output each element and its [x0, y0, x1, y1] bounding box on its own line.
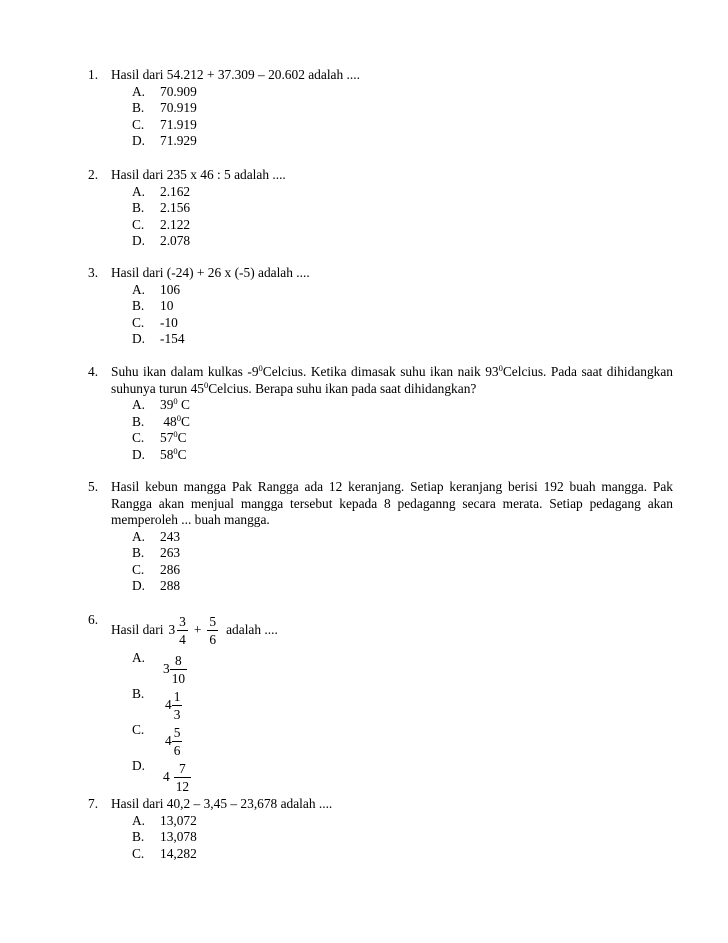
text-part: Suhu ikan dalam kulkas -9 — [111, 364, 259, 379]
fraction — [172, 688, 183, 723]
option-value: 263 — [160, 545, 181, 560]
question-text: Hasil dari 40,2 – 3,45 – 23,678 adalah .... — [111, 796, 333, 811]
option-c[interactable] — [132, 846, 673, 863]
degree-mark: 0 — [498, 363, 503, 373]
question-1 — [88, 67, 673, 150]
option-d[interactable] — [132, 233, 673, 250]
text-prefix: Hasil dari — [111, 621, 164, 637]
option-value: 2.122 — [160, 216, 191, 232]
option-a[interactable] — [132, 282, 673, 299]
option-value — [160, 430, 187, 447]
value-unit: C — [181, 413, 190, 429]
option-b[interactable] — [132, 200, 673, 217]
fraction-whole: 4 — [163, 769, 170, 785]
fraction-denominator: 6 — [209, 631, 217, 647]
option-d[interactable] — [132, 133, 673, 150]
option-letter: A. — [132, 183, 146, 199]
fraction-whole: 3 — [163, 661, 170, 677]
degree-mark: 0 — [203, 379, 209, 390]
fraction — [172, 724, 183, 759]
option-letter: D. — [132, 133, 146, 148]
degree-mark: 0 — [173, 445, 178, 456]
fraction-whole: 4 — [165, 733, 172, 749]
option-value: 2.156 — [160, 200, 191, 215]
degree-mark: 0 — [258, 363, 263, 373]
question-7 — [88, 796, 673, 862]
option-d[interactable] — [132, 578, 673, 595]
option-letter: D. — [132, 331, 146, 346]
fraction — [177, 613, 188, 648]
question-4 — [88, 364, 673, 463]
mixed-fraction — [165, 688, 182, 723]
option-value — [160, 447, 187, 464]
option-letter: A. — [132, 281, 146, 297]
option-b[interactable] — [132, 829, 673, 846]
option-c[interactable] — [132, 217, 673, 234]
option-letter: A. — [132, 83, 146, 99]
question-5 — [88, 479, 673, 595]
option-b[interactable] — [132, 100, 673, 117]
option-value: 106 — [160, 281, 181, 297]
option-list — [132, 84, 673, 150]
mixed-fraction — [168, 613, 187, 648]
question-text: Hasil dari (-24) + 26 x (-5) adalah .... — [111, 265, 310, 280]
option-b[interactable] — [132, 414, 673, 431]
value-base: 58 — [160, 446, 174, 462]
option-list — [132, 282, 673, 348]
option-value: 13,078 — [160, 829, 197, 844]
option-letter: C. — [132, 430, 145, 445]
option-c[interactable] — [132, 562, 673, 579]
fraction — [207, 613, 218, 648]
option-d[interactable] — [132, 447, 673, 464]
plus-sign: + — [193, 621, 202, 637]
option-letter: A. — [132, 397, 146, 412]
text-part: Celcius. Berapa suhu ikan pada saat dihidangkan? — [208, 380, 477, 396]
value-base: 57 — [160, 430, 174, 445]
question-text: Hasil dari 235 x 46 : 5 adalah .... — [111, 167, 286, 182]
option-a[interactable] — [132, 650, 673, 686]
option-value: 13,072 — [160, 812, 197, 828]
option-a[interactable] — [132, 84, 673, 101]
option-letter: C. — [132, 722, 145, 737]
option-value: -10 — [160, 314, 178, 330]
fraction — [170, 652, 187, 687]
option-letter: C. — [132, 116, 145, 132]
option-letter: A. — [132, 812, 146, 828]
option-b[interactable] — [132, 686, 673, 722]
fraction-denominator: 3 — [173, 707, 181, 722]
option-value: 288 — [160, 578, 181, 593]
option-c[interactable] — [132, 315, 673, 332]
option-b[interactable] — [132, 545, 673, 562]
option-letter: C. — [132, 314, 145, 330]
option-a[interactable] — [132, 184, 673, 201]
question-text: Hasil kebun mangga Pak Rangga ada 12 keranjang. Setiap keranjang berisi 192 buah mangga. Pak Rangga akan menjual mangga tersebut kepada 8 pedaganng secara merata. Setiap pedagang akan memperoleh ... buah mangga. — [111, 479, 673, 527]
option-letter: B. — [132, 200, 145, 215]
option-letter: C. — [132, 216, 145, 232]
fraction-whole: 4 — [165, 697, 172, 713]
option-value: 71.929 — [160, 133, 197, 148]
fraction-numerator: 5 — [173, 725, 181, 740]
option-list — [132, 650, 673, 794]
option-letter: B. — [132, 100, 145, 115]
option-c[interactable] — [132, 117, 673, 134]
fraction-denominator: 12 — [175, 779, 190, 794]
option-c[interactable] — [132, 430, 673, 447]
question-6 — [88, 612, 673, 794]
mixed-fraction — [163, 760, 191, 795]
fraction-whole: 3 — [168, 621, 176, 637]
option-value: 2.078 — [160, 233, 191, 248]
option-value: 10 — [160, 298, 174, 313]
option-letter: D. — [132, 758, 146, 773]
fraction-numerator: 5 — [209, 613, 217, 629]
option-letter: B. — [132, 686, 145, 701]
option-letter: D. — [132, 233, 146, 248]
fraction-numerator: 8 — [175, 653, 182, 668]
question-text: Hasil dari 54.212 + 37.309 – 20.602 adalah .... — [111, 67, 360, 82]
fraction-denominator: 6 — [173, 743, 181, 758]
question-number: 7. — [88, 796, 99, 811]
option-c[interactable] — [132, 722, 673, 758]
option-letter: D. — [132, 578, 146, 593]
option-value — [160, 414, 190, 431]
option-letter: D. — [132, 446, 146, 462]
fraction-denominator: 10 — [171, 671, 186, 686]
fraction-numerator: 1 — [173, 689, 181, 704]
question-text — [111, 364, 673, 397]
text-suffix: adalah .... — [226, 621, 278, 637]
value-unit: C — [177, 430, 187, 445]
option-value — [160, 397, 190, 414]
option-a[interactable] — [132, 529, 673, 546]
degree-mark: 0 — [173, 429, 178, 439]
value-base: 48 — [160, 413, 177, 429]
option-letter: B. — [132, 298, 145, 313]
option-list — [132, 184, 673, 250]
option-value: -154 — [160, 331, 185, 346]
question-number: 4. — [88, 364, 99, 379]
question-text — [111, 612, 673, 648]
option-a[interactable] — [132, 813, 673, 830]
value-unit: C — [177, 446, 187, 462]
question-3 — [88, 265, 673, 348]
mixed-fraction — [163, 652, 187, 687]
option-d[interactable] — [132, 758, 673, 794]
question-2 — [88, 167, 673, 250]
option-letter: A. — [132, 528, 146, 544]
value-base: 39 — [160, 397, 174, 412]
option-value: 2.162 — [160, 183, 191, 199]
option-value: 70.909 — [160, 83, 197, 99]
option-value: 70.919 — [160, 100, 197, 115]
mixed-fraction — [165, 724, 182, 759]
fraction-numerator: 3 — [179, 613, 186, 629]
degree-mark: 0 — [173, 396, 178, 406]
option-d[interactable] — [132, 331, 673, 348]
option-letter: C. — [132, 845, 145, 861]
option-letter: A. — [132, 650, 146, 665]
option-value: 243 — [160, 528, 181, 544]
text-part: Celcius. Pada saat dihidangkan suhunya turun 45 — [111, 364, 674, 396]
option-b[interactable] — [132, 298, 673, 315]
option-letter: B. — [132, 545, 145, 560]
question-number: 5. — [88, 479, 99, 494]
text-part: Celcius. Ketika dimasak suhu ikan naik 93 — [262, 364, 499, 379]
option-list — [132, 813, 673, 863]
option-value: 286 — [160, 561, 181, 577]
question-number: 1. — [88, 67, 99, 82]
fraction — [174, 760, 191, 795]
value-unit: C — [177, 397, 190, 412]
fraction-numerator: 7 — [179, 761, 186, 776]
option-a[interactable] — [132, 397, 673, 414]
option-value: 14,282 — [160, 845, 197, 861]
question-number: 3. — [88, 265, 99, 280]
question-number: 6. — [88, 612, 99, 627]
option-list — [132, 529, 673, 595]
option-list — [132, 397, 673, 463]
fraction-denominator: 4 — [179, 631, 186, 647]
option-value: 71.919 — [160, 116, 197, 132]
option-letter: B. — [132, 413, 145, 429]
degree-mark: 0 — [176, 412, 181, 423]
option-letter: C. — [132, 561, 145, 577]
question-number: 2. — [88, 167, 99, 182]
option-letter: B. — [132, 829, 145, 844]
